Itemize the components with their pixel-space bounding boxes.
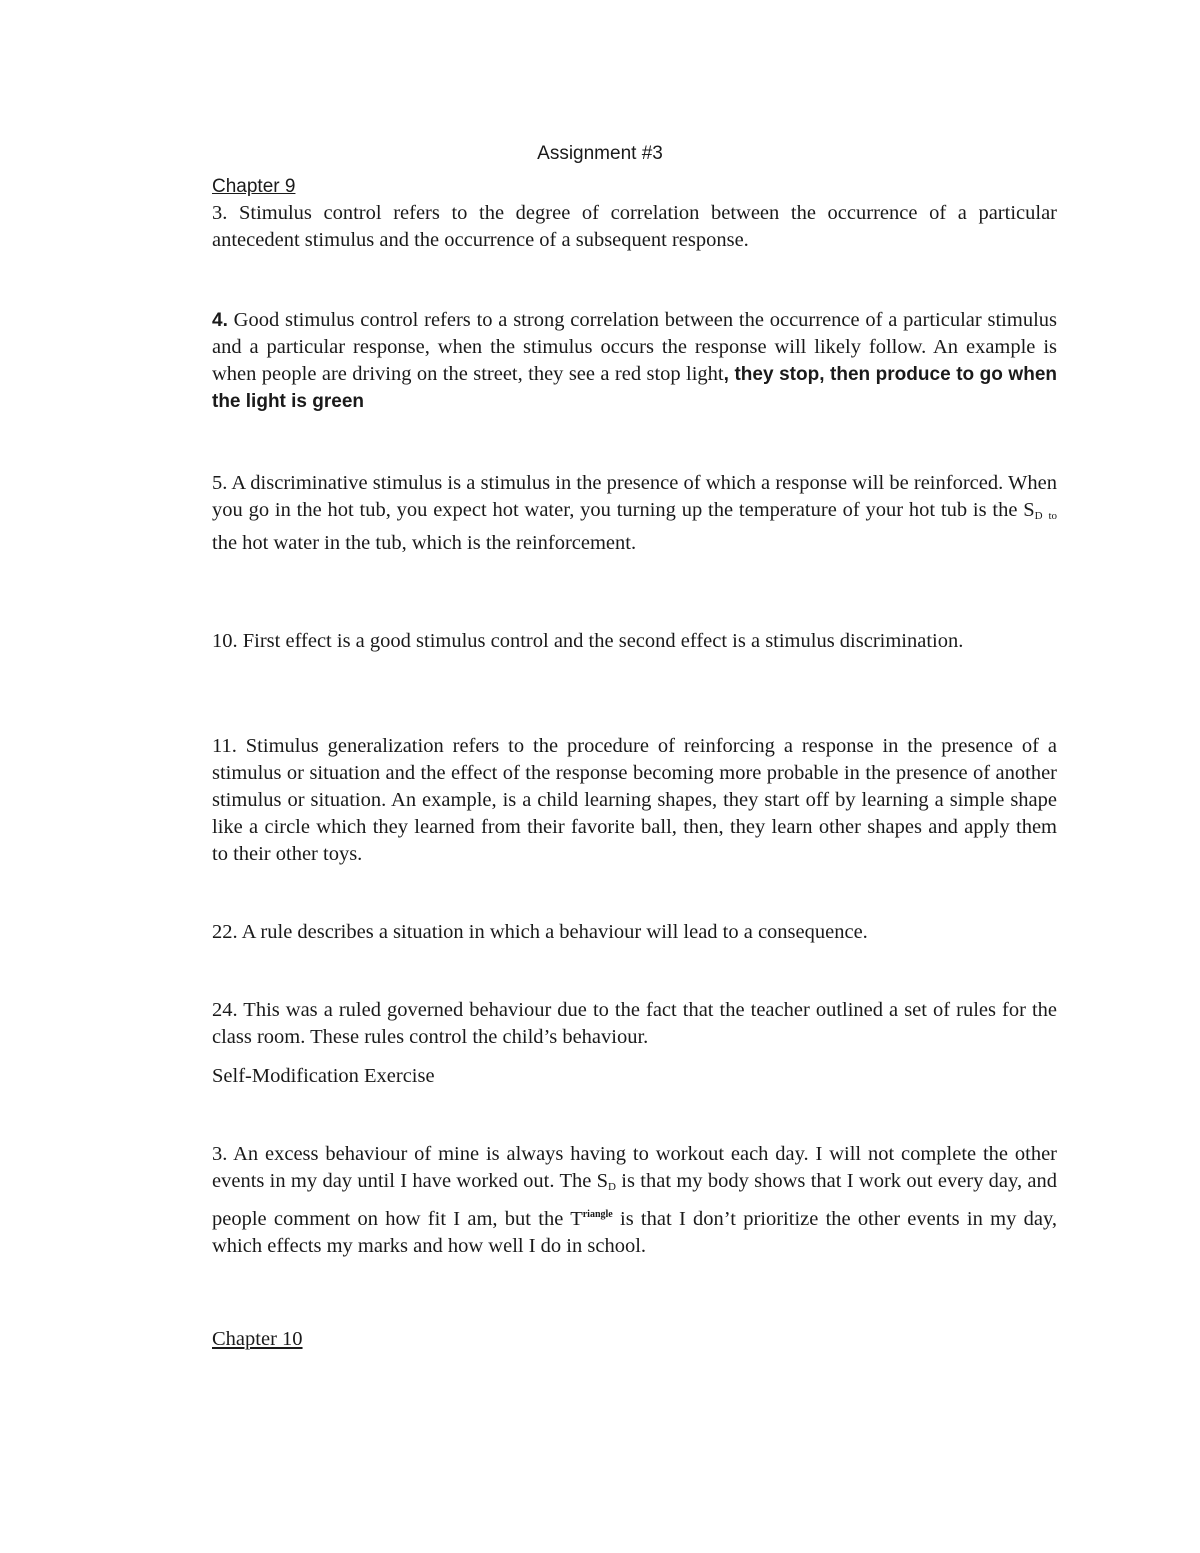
answer-11: 11. Stimulus generalization refers to the procedure of reinforcing a response in the presence of a stimulus or situation and the effect of the response becoming more probable in the presence of another stimulus or situation. An example, is a child learning shapes, they start off by learning a simple shape like a circle which they learned from their favorite ball, then, they learn other shapes and apply them to their other toys. bbox=[212, 735, 1057, 865]
chapter-10-heading: Chapter 10 bbox=[212, 1328, 303, 1350]
answer-10: 10. First effect is a good stimulus control and the second effect is a stimulus discrimination. bbox=[212, 630, 964, 652]
answer-3: 3. Stimulus control refers to the degree of correlation between the occurrence of a particular antecedent stimulus and the occurrence of a subsequent response. bbox=[212, 202, 1057, 251]
self-mod-triangle-superscript: riangle bbox=[582, 1209, 613, 1220]
chapter-9-heading-block bbox=[212, 173, 1057, 200]
answer-5-text-b: the hot water in the tub, which is the reinforcement. bbox=[212, 532, 637, 554]
answer-4-text: Good stimulus control refers to a strong correlation between the occurrence of a particular stimulus and a particular response, when the stimulus occurs the response will likely follow. An example is when people are driving on the street, they see a red stop light bbox=[212, 309, 1057, 385]
answer-5 bbox=[212, 470, 1057, 557]
answer-24: 24. This was a ruled governed behaviour due to the fact that the teacher outlined a set of rules for the class room. These rules control the child’s behaviour. bbox=[212, 999, 1057, 1048]
answer-5-text-a: 5. A discriminative stimulus is a stimulus in the presence of which a response will be reinforced. When you go in the hot tub, you expect hot water, you turning up the temperature of your hot tub is the S bbox=[212, 472, 1057, 521]
chapter-9-heading: Chapter 9 bbox=[212, 176, 296, 197]
self-mod-answer-3-text-a: 3. An excess behaviour of mine is always having to workout each day. I will not complete the other events in my day until I have worked out. The S bbox=[212, 1143, 1057, 1192]
answer-4-number: 4. bbox=[212, 310, 228, 331]
self-mod-answer-3-text-b: is that my body shows that I work out every day, and people comment on how fit I am, but the T bbox=[212, 1170, 1057, 1230]
self-mod-answer-3-text-c: is that I don’t prioritize the other events in my day, which effects my marks and how well I do in school. bbox=[212, 1208, 1057, 1257]
chapter-10-heading-block bbox=[212, 1326, 1057, 1353]
self-modification-heading: Self-Modification Exercise bbox=[212, 1065, 435, 1087]
answer-22: 22. A rule describes a situation in which a behaviour will lead to a consequence. bbox=[212, 921, 868, 943]
answer-5-sd-subscript: D bbox=[1034, 510, 1043, 522]
answer-4 bbox=[212, 307, 1057, 415]
self-mod-sd-subscript: D bbox=[608, 1181, 616, 1193]
answer-5-to-subscript: to bbox=[1048, 510, 1058, 522]
self-mod-answer-3 bbox=[212, 1141, 1057, 1260]
answer-4-bold-text: , they stop, then produce to go when the light is green bbox=[212, 364, 1057, 412]
assignment-title: Assignment #3 bbox=[537, 143, 663, 164]
